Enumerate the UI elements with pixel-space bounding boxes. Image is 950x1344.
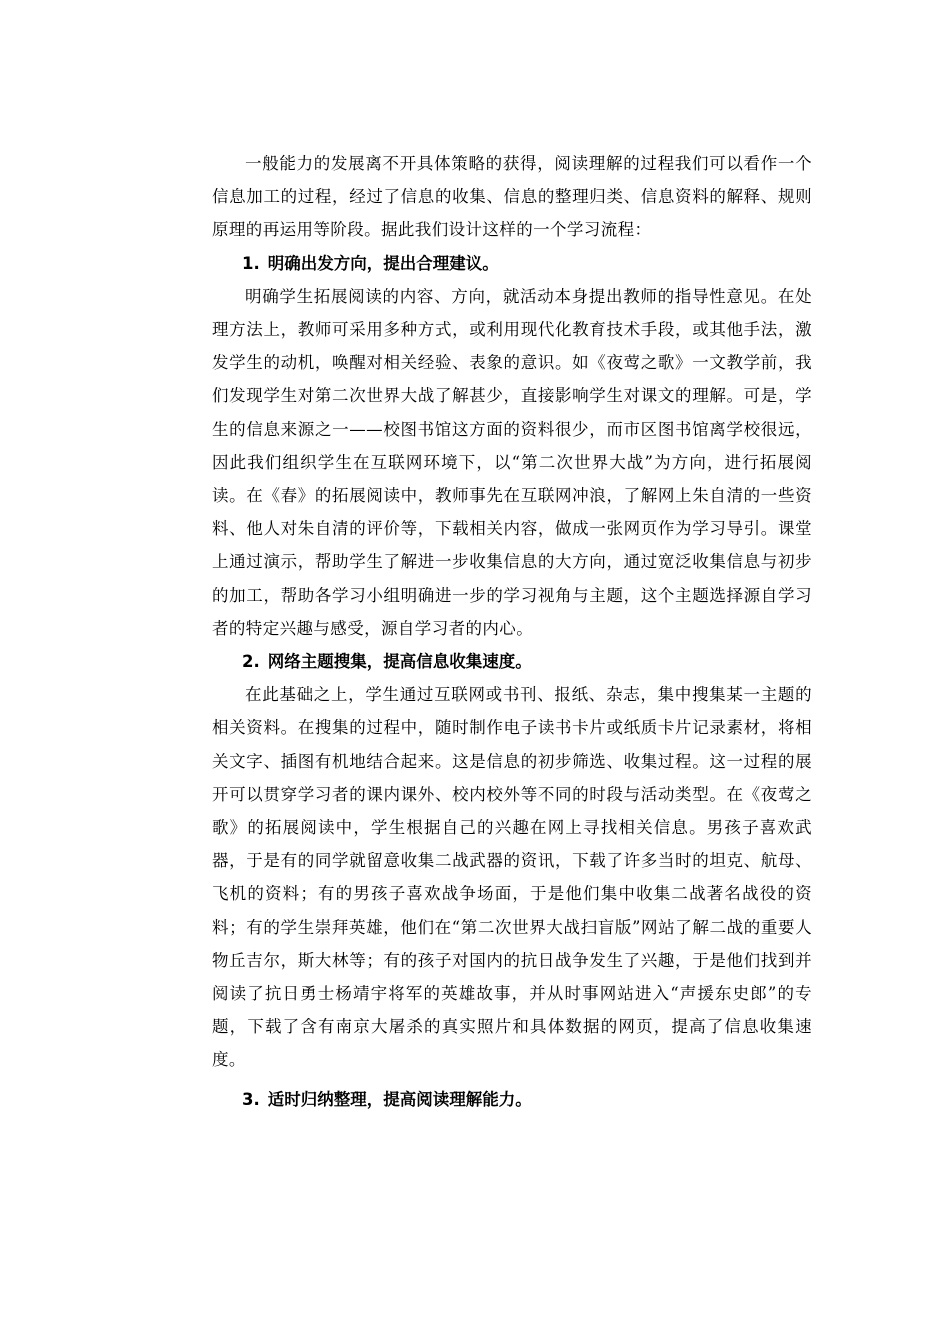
section-2-number: 2. — [242, 652, 260, 672]
section-1-heading — [212, 247, 812, 280]
section-3-heading — [212, 1083, 812, 1116]
section-3-title: 适时归纳整理，提高阅读理解能力。 — [267, 1089, 532, 1109]
section-1-title: 明确出发方向，提出合理建议。 — [267, 253, 499, 273]
section-2-title: 网络主题搜集，提高信息收集速度。 — [267, 652, 532, 672]
section-2-paragraph: 在此基础之上，学生通过互联网或书刊、报纸、杂志，集中搜集某一主题的相关资料。在搜集的过程中，随时制作电子读书卡片或纸质卡片记录素材，将相关文字、插图有机地结合起来。这是信息的初步筛选、收集过程。这一过程的展开可以贯穿学习者的课内课外、校内校外等不同的时段与活动类型。在《夜莺之歌》的拓展阅读中，学生根据自己的兴趣在网上寻找相关信息。男孩子喜欢武器，于是有的同学就留意收集二战武器的资讯，下载了许多当时的坦克、航母、飞机的资料；有的男孩子喜欢战争场面，于是他们集中收集二战著名战役的资料；有的学生崇拜英雄，他们在“第二次世界大战扫盲版”网站了解二战的重要人物丘吉尔，斯大林等；有的孩子对国内的抗日战争发生了兴趣，于是他们找到并阅读了抗日勇士杨靖宇将军的英雄故事，并从时事网站进入“声援东史郎”的专题，下载了含有南京大屠杀的真实照片和具体数据的网页，提高了信息收集速度。 — [212, 685, 812, 1070]
section-3-number: 3. — [242, 1089, 260, 1109]
section-2-heading — [212, 645, 812, 678]
intro-paragraph: 一般能力的发展离不开具体策略的获得，阅读理解的过程我们可以看作一个信息加工的过程，经过了信息的收集、信息的整理归类、信息资料的解释、规则原理的再运用等阶段。据此我们设计这样的一个学习流程： — [212, 154, 812, 240]
document-body — [212, 147, 812, 1116]
section-1-number: 1. — [242, 253, 260, 273]
section-1-paragraph: 明确学生拓展阅读的内容、方向，就活动本身提出教师的指导性意见。在处理方法上，教师可采用多种方式，或利用现代化教育技术手段，或其他手法，激发学生的动机，唤醒对相关经验、表象的意识。如《夜莺之歌》一文教学前，我们发现学生对第二次世界大战了解甚少，直接影响学生对课文的理解。可是，学生的信息来源之一——校图书馆这方面的资料很少，而市区图书馆离学校很远，因此我们组织学生在互联网环境下，以“第二次世界大战”为方向，进行拓展阅读。在《春》的拓展阅读中，教师事先在互联网冲浪，了解网上朱自清的一些资料、他人对朱自清的评价等，下载相关内容，做成一张网页作为学习导引。课堂上通过演示，帮助学生了解进一步收集信息的大方向，通过宽泛收集信息与初步的加工，帮助各学习小组明确进一步的学习视角与主题，这个主题选择源自学习者的特定兴趣与感受，源自学习者的内心。 — [212, 286, 812, 638]
